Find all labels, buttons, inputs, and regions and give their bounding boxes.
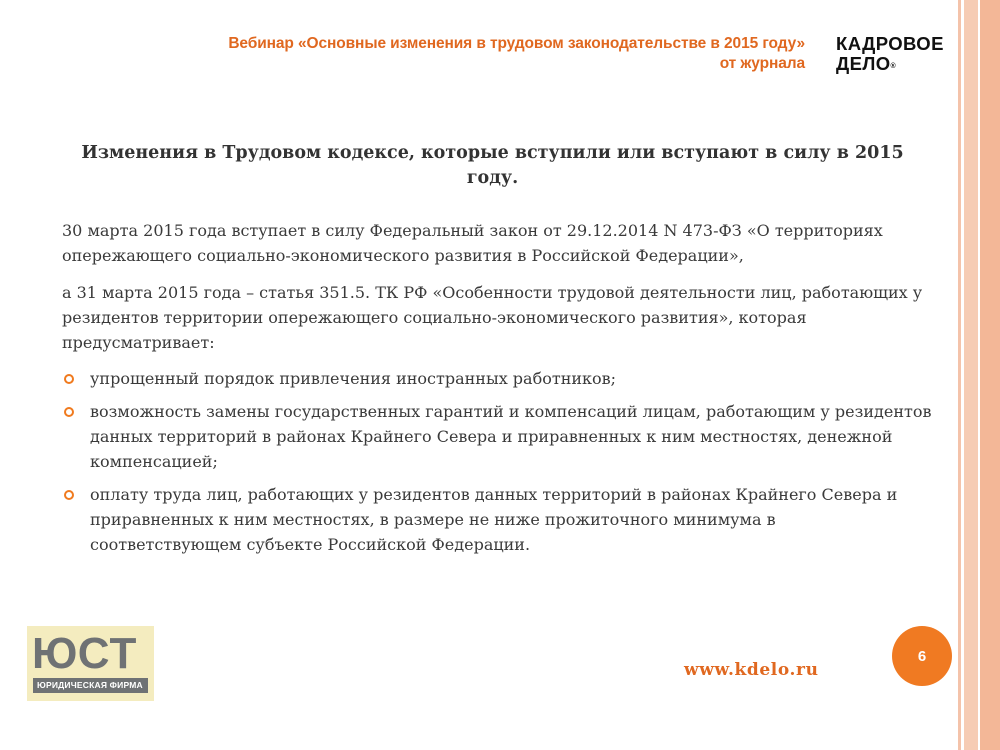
circle-bullet-icon	[64, 407, 74, 417]
circle-bullet-icon	[64, 490, 74, 500]
paragraph-law: 30 марта 2015 года вступает в силу Федеральный закон от 29.12.2014 N 473-ФЗ «О территориях опережающего социально-экономического развития в Российской Федерации»,	[62, 221, 883, 265]
registered-mark: ®	[890, 63, 897, 70]
bullet-list	[62, 366, 932, 565]
list-item-text: упрощенный порядок привлечения иностранных работников;	[90, 369, 617, 388]
webinar-header	[100, 34, 805, 74]
page-number-badge	[892, 626, 952, 686]
webinar-header-line1: Вебинар «Основные изменения в трудовом законодательстве в 2015 году»	[228, 35, 805, 52]
slide-title: Изменения в Трудовом кодексе, которые вступили или вступают в силу в 2015 году.	[81, 143, 904, 188]
decor-stripe	[964, 0, 978, 750]
list-item	[62, 399, 932, 474]
brand-logo-line1: КАДРОВОЕ	[836, 33, 944, 54]
brand-logo	[836, 34, 944, 74]
page-number: 6	[917, 647, 927, 665]
yust-logo-subtitle: ЮРИДИЧЕСКАЯ ФИРМА	[37, 680, 143, 690]
list-item	[62, 482, 932, 557]
list-item-text: оплату труда лиц, работающих у резидентов данных территорий в районах Крайнего Севера и приравненных к ним местностях, в размере не ниже прожиточного минимума в соответствующем субъекте Российской Федерации.	[90, 485, 898, 554]
yust-logo	[27, 626, 154, 701]
decor-stripe	[958, 0, 961, 750]
circle-bullet-icon	[64, 374, 74, 384]
list-item	[62, 366, 932, 391]
list-item-text: возможность замены государственных гарантий и компенсаций лицам, работающим у резидентов данных территорий в районах Крайнего Севера и приравненных к ним местностях, денежной компенсацией;	[90, 402, 932, 471]
webinar-header-line2: от журнала	[719, 55, 805, 72]
yust-logo-text: ЮСТ	[32, 629, 138, 678]
decor-stripe	[980, 0, 1000, 750]
paragraph-article: а 31 марта 2015 года – статья 351.5. ТК РФ «Особенности трудовой деятельности лиц, работающих у резидентов территории опережающего социально-экономического развития», которая предусматривает:	[62, 283, 923, 352]
brand-logo-line2: ДЕЛО	[836, 53, 891, 74]
website-link[interactable]: www.kdelo.ru	[684, 660, 819, 680]
